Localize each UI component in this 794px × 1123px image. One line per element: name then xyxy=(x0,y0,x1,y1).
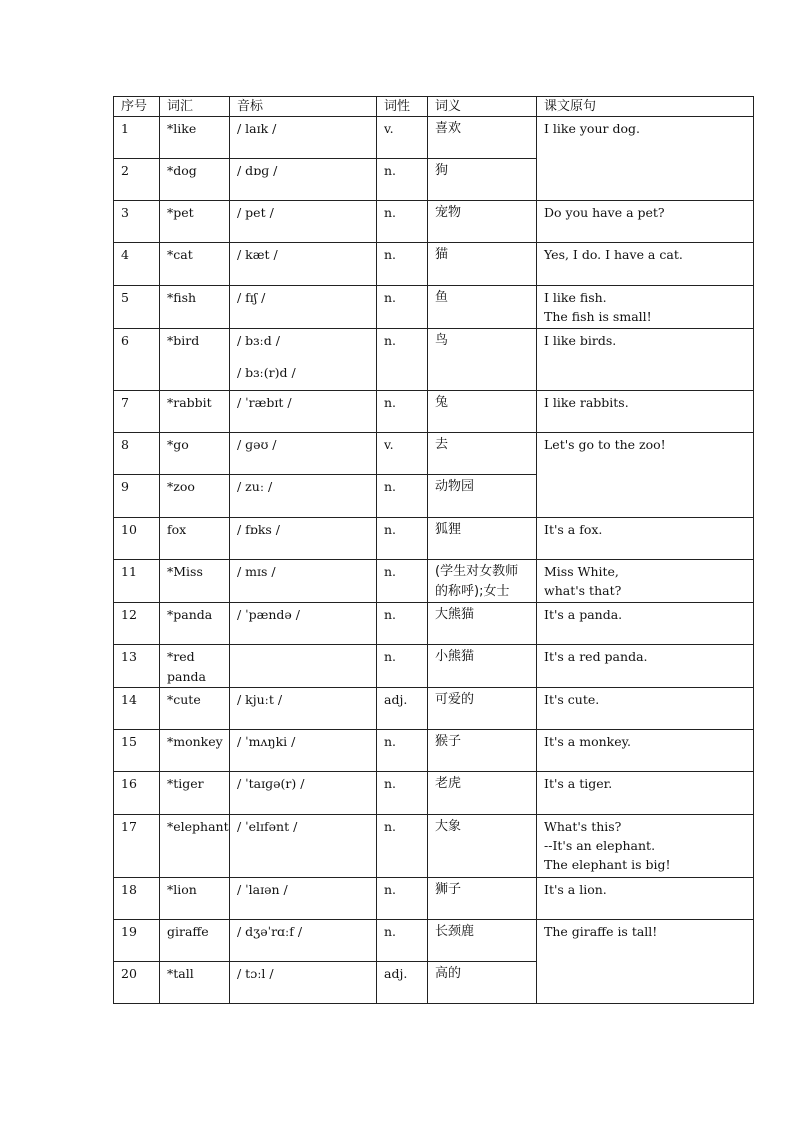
row-word: fox xyxy=(160,518,230,560)
row-phonetic xyxy=(230,475,377,518)
row-meaning: 狗 xyxy=(428,159,537,201)
row-word: *zoo xyxy=(160,475,230,518)
sentence-line: Let's go to the zoo! xyxy=(544,437,666,452)
row-part-of-speech: n. xyxy=(377,772,428,815)
row-number: 6 xyxy=(114,329,160,391)
row-word: *Miss xyxy=(160,560,230,603)
row-word: *monkey xyxy=(160,730,230,772)
phonetic-line: / fɒks / xyxy=(237,522,280,537)
table-row xyxy=(114,201,754,243)
row-sentence xyxy=(537,243,754,286)
row-phonetic xyxy=(230,878,377,920)
row-word: *dog xyxy=(160,159,230,201)
phonetic-line: / bɜː(r)d / xyxy=(237,365,296,380)
row-meaning: 小熊猫 xyxy=(428,645,537,688)
row-sentence xyxy=(537,645,754,688)
sentence-line: I like your dog. xyxy=(544,121,640,136)
row-sentence xyxy=(537,878,754,920)
table-row xyxy=(114,286,754,329)
row-word: *like xyxy=(160,117,230,159)
phonetic-line: / bɜːd / xyxy=(237,333,280,348)
table-row xyxy=(114,117,754,159)
phonetic-line: / pet / xyxy=(237,205,274,220)
row-phonetic xyxy=(230,772,377,815)
row-phonetic xyxy=(230,815,377,878)
sentence-line: The elephant is big! xyxy=(544,857,671,872)
header-part-of-speech: 词性 xyxy=(377,97,428,117)
sentence-line: Do you have a pet? xyxy=(544,205,665,220)
table-row xyxy=(114,329,754,391)
row-meaning: 猫 xyxy=(428,243,537,286)
phonetic-line: / ˈpændə / xyxy=(237,607,301,622)
table-row xyxy=(114,433,754,475)
phonetic-line: / ˈlaɪən / xyxy=(237,882,288,897)
sentence-line: The giraffe is tall! xyxy=(544,924,658,939)
row-part-of-speech: n. xyxy=(377,603,428,645)
row-part-of-speech: n. xyxy=(377,159,428,201)
row-sentence xyxy=(537,730,754,772)
table-body xyxy=(114,117,754,1004)
sentence-line: It's a fox. xyxy=(544,522,603,537)
phonetic-line: / zuː / xyxy=(237,479,273,494)
row-word: *tiger xyxy=(160,772,230,815)
row-number: 11 xyxy=(114,560,160,603)
row-phonetic xyxy=(230,645,377,688)
row-part-of-speech: n. xyxy=(377,730,428,772)
table-row xyxy=(114,645,754,688)
row-sentence xyxy=(537,560,754,603)
sentence-line: what's that? xyxy=(544,583,622,598)
phonetic-line: / dʒəˈrɑːf / xyxy=(237,924,303,939)
row-word: *tall xyxy=(160,962,230,1004)
phonetic-line: / dɒɡ / xyxy=(237,163,278,178)
row-meaning: 长颈鹿 xyxy=(428,920,537,962)
row-number: 5 xyxy=(114,286,160,329)
row-number: 17 xyxy=(114,815,160,878)
row-word: *rabbit xyxy=(160,391,230,433)
row-meaning: (学生对女教师的称呼);女士 xyxy=(428,560,537,603)
row-meaning: 大象 xyxy=(428,815,537,878)
row-number: 20 xyxy=(114,962,160,1004)
row-word: *panda xyxy=(160,603,230,645)
table-header-row xyxy=(114,97,754,117)
phonetic-line: / ˈtaɪɡə(r) / xyxy=(237,776,305,791)
sentence-line: It's cute. xyxy=(544,692,600,707)
row-phonetic xyxy=(230,603,377,645)
row-part-of-speech: adj. xyxy=(377,962,428,1004)
row-part-of-speech: n. xyxy=(377,391,428,433)
row-meaning: 可爱的 xyxy=(428,688,537,730)
row-phonetic xyxy=(230,243,377,286)
table-row xyxy=(114,560,754,603)
row-meaning: 猴子 xyxy=(428,730,537,772)
row-meaning: 鸟 xyxy=(428,329,537,391)
row-number: 19 xyxy=(114,920,160,962)
phonetic-line: / mɪs / xyxy=(237,564,276,579)
sentence-line: It's a lion. xyxy=(544,882,607,897)
header-sentence: 课文原句 xyxy=(537,97,754,117)
row-phonetic xyxy=(230,286,377,329)
sentence-line: I like fish. xyxy=(544,290,607,305)
phonetic-line: / ɡəʊ / xyxy=(237,437,277,452)
row-number: 9 xyxy=(114,475,160,518)
row-meaning: 去 xyxy=(428,433,537,475)
phonetic-line: / ˈelɪfənt / xyxy=(237,819,298,834)
header-phonetic: 音标 xyxy=(230,97,377,117)
row-phonetic xyxy=(230,329,377,391)
row-part-of-speech: n. xyxy=(377,201,428,243)
row-phonetic xyxy=(230,730,377,772)
phonetic-line: / laɪk / xyxy=(237,121,277,136)
row-number: 8 xyxy=(114,433,160,475)
sentence-line: Miss White, xyxy=(544,564,619,579)
row-meaning: 喜欢 xyxy=(428,117,537,159)
row-sentence xyxy=(537,201,754,243)
row-number: 7 xyxy=(114,391,160,433)
row-number: 12 xyxy=(114,603,160,645)
sentence-line: It's a panda. xyxy=(544,607,623,622)
header-number: 序号 xyxy=(114,97,160,117)
row-part-of-speech: v. xyxy=(377,433,428,475)
phonetic-line: / ˈræbɪt / xyxy=(237,395,292,410)
row-meaning: 高的 xyxy=(428,962,537,1004)
table-row xyxy=(114,243,754,286)
row-sentence xyxy=(537,815,754,878)
row-number: 1 xyxy=(114,117,160,159)
sentence-line: The fish is small! xyxy=(544,309,652,324)
row-part-of-speech: adj. xyxy=(377,688,428,730)
row-part-of-speech: n. xyxy=(377,878,428,920)
table-row xyxy=(114,688,754,730)
row-number: 15 xyxy=(114,730,160,772)
sentence-line: I like rabbits. xyxy=(544,395,629,410)
vocabulary-table xyxy=(113,96,754,1004)
row-word: *cat xyxy=(160,243,230,286)
row-part-of-speech: v. xyxy=(377,117,428,159)
row-part-of-speech: n. xyxy=(377,815,428,878)
row-sentence xyxy=(537,920,754,1004)
row-number: 18 xyxy=(114,878,160,920)
row-sentence xyxy=(537,117,754,201)
table-row xyxy=(114,878,754,920)
row-meaning: 兔 xyxy=(428,391,537,433)
table-row xyxy=(114,920,754,962)
table-row xyxy=(114,603,754,645)
row-word: *fish xyxy=(160,286,230,329)
sentence-line: Yes, I do. I have a cat. xyxy=(544,247,683,262)
table-row xyxy=(114,772,754,815)
row-sentence xyxy=(537,772,754,815)
phonetic-line: / ˈmʌŋki / xyxy=(237,734,296,749)
row-sentence xyxy=(537,391,754,433)
row-phonetic xyxy=(230,391,377,433)
header-word: 词汇 xyxy=(160,97,230,117)
row-part-of-speech: n. xyxy=(377,920,428,962)
row-phonetic xyxy=(230,117,377,159)
row-sentence xyxy=(537,286,754,329)
row-phonetic xyxy=(230,560,377,603)
row-sentence xyxy=(537,433,754,518)
row-phonetic xyxy=(230,433,377,475)
row-sentence xyxy=(537,518,754,560)
row-part-of-speech: n. xyxy=(377,286,428,329)
row-word: giraffe xyxy=(160,920,230,962)
row-word: *go xyxy=(160,433,230,475)
row-phonetic xyxy=(230,201,377,243)
row-meaning: 狮子 xyxy=(428,878,537,920)
vocabulary-page xyxy=(113,96,753,1004)
row-number: 16 xyxy=(114,772,160,815)
row-word: *pet xyxy=(160,201,230,243)
table-row xyxy=(114,518,754,560)
table-row xyxy=(114,815,754,878)
row-sentence xyxy=(537,688,754,730)
row-number: 3 xyxy=(114,201,160,243)
row-number: 13 xyxy=(114,645,160,688)
row-word: *elephant xyxy=(160,815,230,878)
row-word: *cute xyxy=(160,688,230,730)
table-row xyxy=(114,391,754,433)
row-phonetic xyxy=(230,518,377,560)
sentence-line: It's a red panda. xyxy=(544,649,648,664)
row-part-of-speech: n. xyxy=(377,475,428,518)
phonetic-line: / kjuːt / xyxy=(237,692,283,707)
row-part-of-speech: n. xyxy=(377,329,428,391)
row-phonetic xyxy=(230,920,377,962)
row-part-of-speech: n. xyxy=(377,560,428,603)
row-meaning: 动物园 xyxy=(428,475,537,518)
header-meaning: 词义 xyxy=(428,97,537,117)
table-row xyxy=(114,730,754,772)
row-word: *bird xyxy=(160,329,230,391)
row-meaning: 宠物 xyxy=(428,201,537,243)
row-sentence xyxy=(537,329,754,391)
row-number: 10 xyxy=(114,518,160,560)
row-phonetic xyxy=(230,688,377,730)
row-sentence xyxy=(537,603,754,645)
row-meaning: 鱼 xyxy=(428,286,537,329)
row-meaning: 老虎 xyxy=(428,772,537,815)
row-number: 2 xyxy=(114,159,160,201)
phonetic-line: / tɔːl / xyxy=(237,966,274,981)
sentence-line: What's this? xyxy=(544,819,622,834)
phonetic-line: / kæt / xyxy=(237,247,278,262)
row-word: *red panda xyxy=(160,645,230,688)
row-part-of-speech: n. xyxy=(377,518,428,560)
phonetic-line: / fɪʃ / xyxy=(237,290,266,305)
sentence-line: I like birds. xyxy=(544,333,617,348)
sentence-line: It's a monkey. xyxy=(544,734,631,749)
row-part-of-speech: n. xyxy=(377,243,428,286)
row-phonetic xyxy=(230,159,377,201)
row-number: 4 xyxy=(114,243,160,286)
row-number: 14 xyxy=(114,688,160,730)
row-part-of-speech: n. xyxy=(377,645,428,688)
row-phonetic xyxy=(230,962,377,1004)
row-meaning: 大熊猫 xyxy=(428,603,537,645)
row-meaning: 狐狸 xyxy=(428,518,537,560)
sentence-line: It's a tiger. xyxy=(544,776,613,791)
sentence-line: --It's an elephant. xyxy=(544,838,656,853)
row-word: *lion xyxy=(160,878,230,920)
